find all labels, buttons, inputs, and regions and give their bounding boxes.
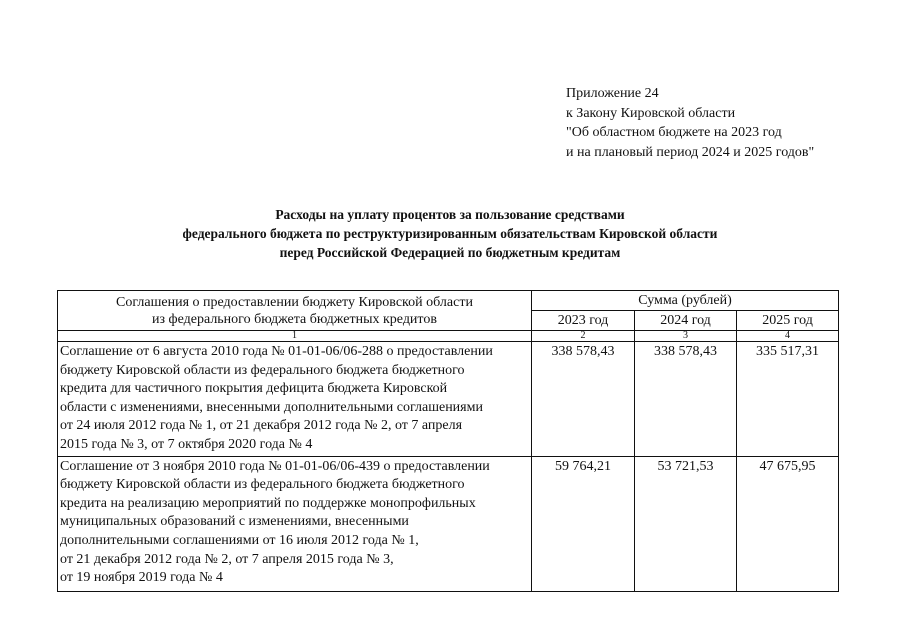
amount-2023: 338 578,43 bbox=[532, 342, 635, 457]
description-line: от 24 июля 2012 года № 1, от 21 декабря 2012 года № 2, от 7 апреля bbox=[60, 418, 463, 434]
year-header-2024: 2024 год bbox=[635, 311, 737, 331]
description-line: от 21 декабря 2012 года № 2, от 7 апреля 2015 года № 3, bbox=[60, 551, 394, 567]
appendix-line: и на плановый период 2024 и 2025 годов" bbox=[566, 144, 815, 160]
appendix-line: Приложение 24 bbox=[566, 86, 659, 101]
appendix-line: к Закону Кировской области bbox=[566, 105, 736, 121]
header-line: из федерального бюджета бюджетных кредитов bbox=[152, 312, 437, 327]
agreement-description bbox=[58, 456, 532, 591]
table-row bbox=[58, 342, 839, 457]
table-header-row bbox=[58, 291, 839, 311]
amount-2024: 53 721,53 bbox=[635, 456, 737, 591]
column-number-row bbox=[58, 331, 839, 342]
header-line: Соглашения о предоставлении бюджету Кировской области bbox=[116, 295, 473, 310]
description-line: дополнительными соглашениями от 16 июля 2012 года № 1, bbox=[60, 532, 419, 548]
agreement-description bbox=[58, 342, 532, 457]
column-number: 4 bbox=[737, 331, 839, 342]
amount-2025: 335 517,31 bbox=[737, 342, 839, 457]
appendix-reference bbox=[566, 84, 814, 162]
document-title bbox=[60, 205, 840, 262]
table-row bbox=[58, 456, 839, 591]
description-line: кредита на реализацию мероприятий по поддержке монопрофильных bbox=[60, 495, 476, 511]
title-line: Расходы на уплату процентов за пользование средствами bbox=[275, 207, 625, 222]
budget-table bbox=[57, 290, 839, 592]
description-line: бюджету Кировской области из федерального бюджета бюджетного bbox=[60, 477, 465, 493]
column-number: 1 bbox=[58, 331, 532, 342]
amount-2023: 59 764,21 bbox=[532, 456, 635, 591]
appendix-line: "Об областном бюджете на 2023 год bbox=[566, 125, 782, 140]
year-header-2023: 2023 год bbox=[532, 311, 635, 331]
description-line: области с изменениями, внесенными дополнительными соглашениями bbox=[60, 399, 483, 415]
title-line: федерального бюджета по реструктуризированным обязательствам Кировской области bbox=[182, 226, 718, 241]
amount-2025: 47 675,95 bbox=[737, 456, 839, 591]
description-line: Соглашение от 6 августа 2010 года № 01-01-06/06-288 о предоставлении bbox=[60, 344, 493, 359]
description-line: кредита для частичного покрытия дефицита бюджета Кировской bbox=[60, 381, 448, 397]
description-line: бюджету Кировской области из федерального бюджета бюджетного bbox=[60, 362, 465, 378]
description-line: 2015 года № 3, от 7 октября 2020 года № 4 bbox=[60, 436, 313, 452]
agreement-column-header bbox=[58, 291, 532, 331]
description-line: от 19 ноября 2019 года № 4 bbox=[60, 570, 223, 586]
description-line: Соглашение от 3 ноября 2010 года № 01-01-06/06-439 о предоставлении bbox=[60, 458, 490, 474]
sum-column-header: Сумма (рублей) bbox=[532, 291, 839, 311]
column-number: 2 bbox=[532, 331, 635, 342]
title-line: перед Российской Федерацией по бюджетным кредитам bbox=[279, 245, 621, 260]
year-header-2025: 2025 год bbox=[737, 311, 839, 331]
amount-2024: 338 578,43 bbox=[635, 342, 737, 457]
column-number: 3 bbox=[635, 331, 737, 342]
description-line: муниципальных образований с изменениями, внесенными bbox=[60, 514, 409, 530]
